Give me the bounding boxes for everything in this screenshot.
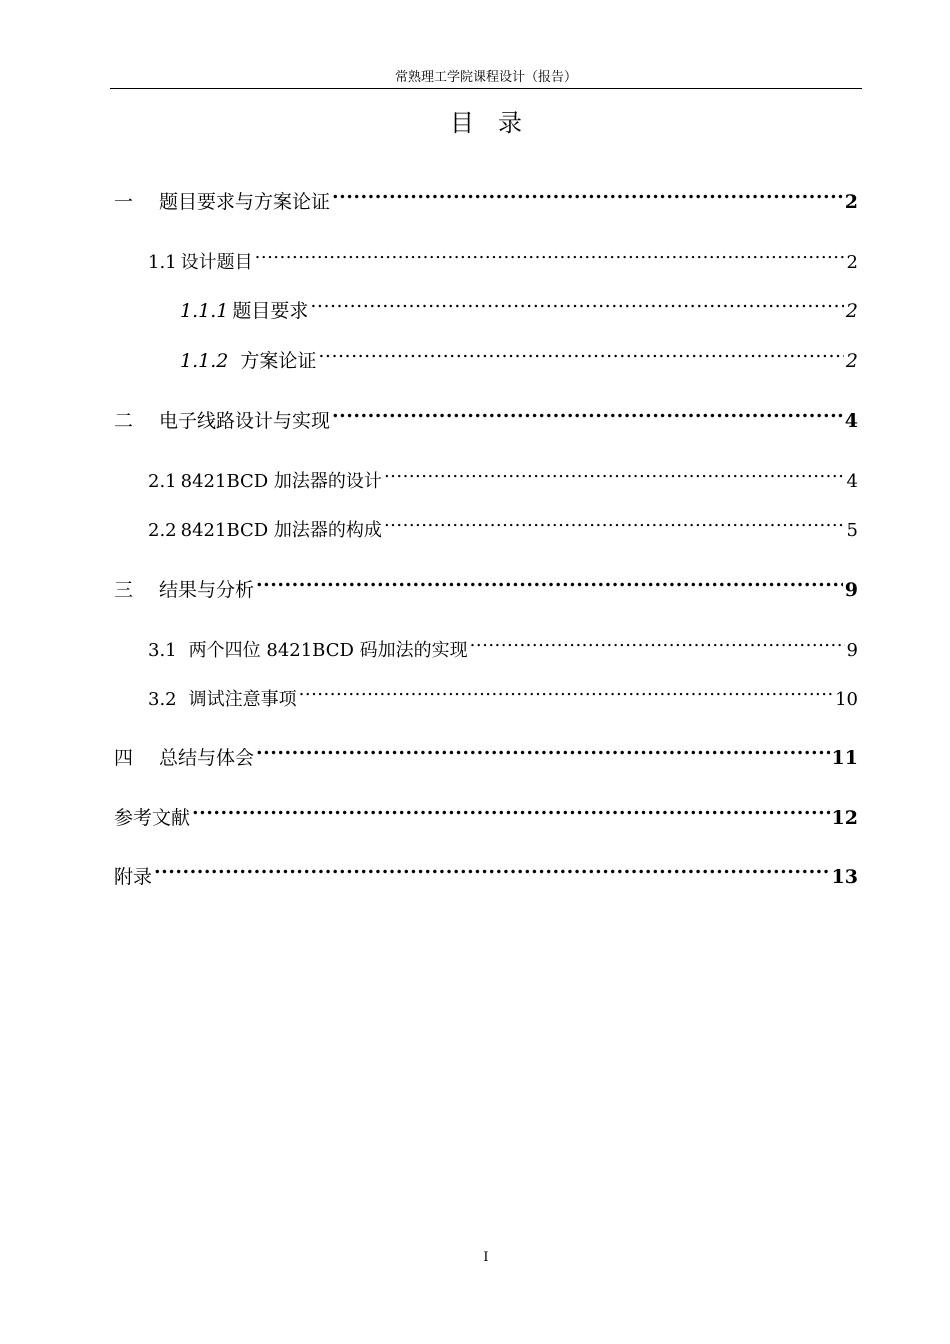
toc-entry[interactable] — [148, 506, 858, 541]
toc-entry-number: 2.1 — [148, 471, 177, 492]
toc-entry-page: 2 — [846, 252, 858, 273]
toc-entry-title: 方案论证 — [240, 350, 317, 372]
toc-entry-title: 题目要求 — [232, 300, 309, 322]
toc-entry-title: 设计题目 — [180, 252, 253, 273]
toc-entry-page: 4 — [846, 471, 858, 492]
toc-entry[interactable] — [148, 626, 858, 661]
dot-leader — [318, 337, 844, 367]
toc-entry-number: 3.1 — [148, 640, 177, 661]
toc-entry-title: 参考文献 — [114, 807, 191, 829]
toc-entry-page: 13 — [831, 866, 858, 888]
dot-leader — [332, 397, 843, 427]
toc-entry-page: 2 — [845, 300, 858, 322]
toc-entry-title: 调试注意事项 — [188, 689, 297, 710]
toc-entry-number: 1.1.2 — [180, 350, 229, 372]
toc-entry[interactable] — [114, 794, 858, 829]
toc-entry[interactable] — [114, 566, 858, 601]
dot-leader — [154, 853, 830, 883]
toc-entry[interactable] — [114, 397, 858, 432]
toc-entry-title: 结果与分析 — [159, 579, 255, 601]
toc-entry[interactable] — [180, 287, 858, 322]
header-rule — [110, 88, 862, 89]
dot-leader — [192, 794, 830, 824]
page-number: I — [483, 1250, 489, 1265]
dot-leader — [470, 626, 845, 656]
dot-leader — [256, 566, 843, 596]
toc-entry[interactable] — [148, 238, 858, 273]
toc-entry-number: 3.2 — [148, 689, 177, 710]
toc-entry-page: 9 — [844, 579, 858, 601]
toc-entry-number: 1.1.1 — [180, 300, 229, 322]
toc-entry-title: 题目要求与方案论证 — [159, 191, 331, 213]
toc-entry-page: 4 — [844, 410, 858, 432]
dot-leader — [384, 506, 845, 536]
toc-entry-title: 附录 — [114, 866, 153, 888]
toc-entry-title: 电子线路设计与实现 — [159, 410, 331, 432]
toc-entry-page: 10 — [835, 689, 858, 710]
dot-leader — [256, 734, 830, 764]
toc-entry[interactable] — [114, 178, 858, 213]
toc-entry-title: 8421BCD 加法器的设计 — [180, 471, 382, 492]
toc-entry-page: 5 — [846, 520, 858, 541]
toc-entry[interactable] — [114, 734, 858, 769]
toc-entry-number: 2.2 — [148, 520, 177, 541]
toc-entry-page: 11 — [831, 747, 858, 769]
toc-title: 目录 — [450, 109, 546, 137]
toc-entry[interactable] — [148, 675, 858, 710]
toc-entry-page: 2 — [844, 191, 858, 213]
toc-entry-title: 两个四位 8421BCD 码加法的实现 — [188, 640, 468, 661]
toc-entry-number: 一 — [114, 191, 134, 213]
toc-entry-number: 三 — [114, 579, 134, 601]
toc-entry-page: 9 — [846, 640, 858, 661]
toc-entry[interactable] — [148, 457, 858, 492]
dot-leader — [299, 675, 833, 705]
toc-entry-title: 8421BCD 加法器的构成 — [180, 520, 382, 541]
toc-entry[interactable] — [114, 853, 858, 888]
toc-entry-number: 四 — [114, 747, 134, 769]
toc-entry-page: 2 — [845, 350, 858, 372]
dot-leader — [384, 457, 845, 487]
page-header: 常熟理工学院课程设计（报告） — [394, 70, 577, 85]
dot-leader — [255, 238, 845, 268]
toc-entry-title: 总结与体会 — [159, 747, 255, 769]
dot-leader — [332, 178, 843, 208]
toc-entry[interactable] — [180, 337, 858, 372]
toc-entry-number: 二 — [114, 410, 134, 432]
toc-entry-page: 12 — [831, 807, 858, 829]
toc-entry-number: 1.1 — [148, 252, 177, 273]
dot-leader — [310, 287, 844, 317]
